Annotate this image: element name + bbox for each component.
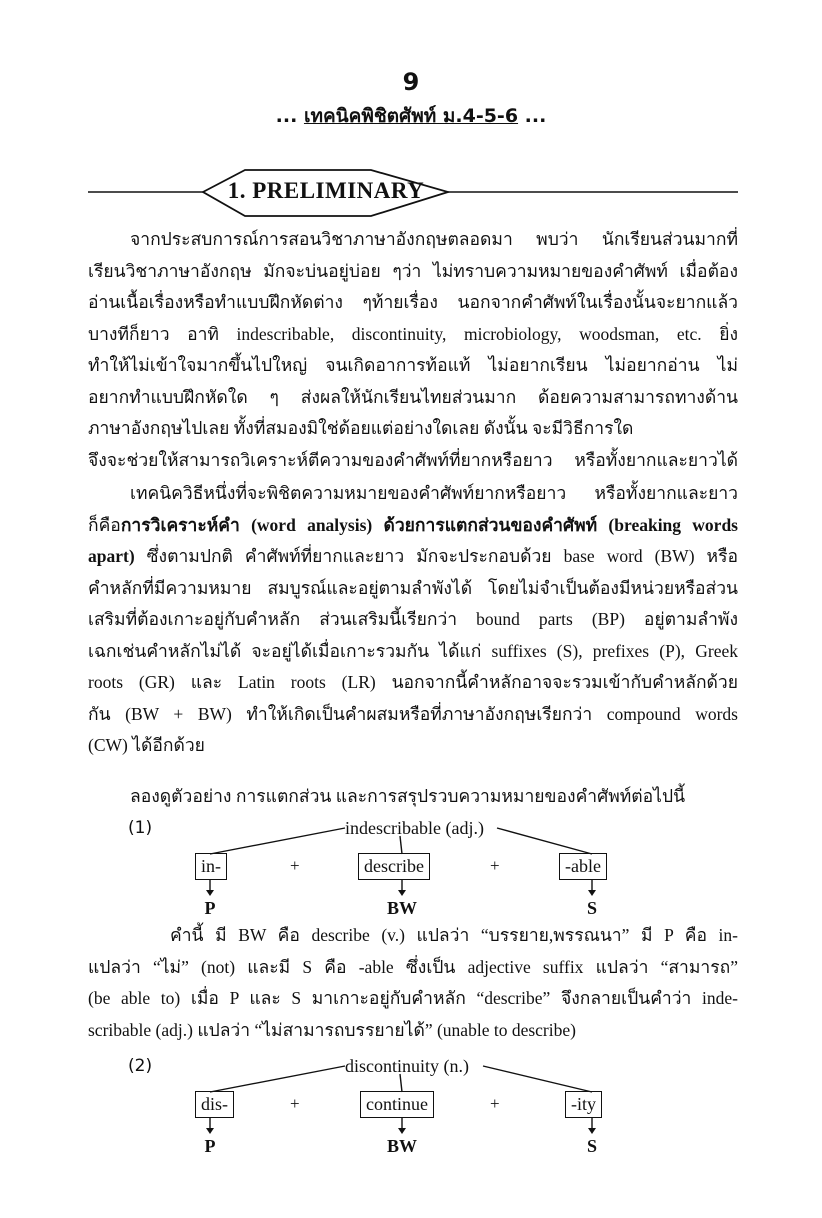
text-line: อ่านเนื้อเรื่องหรือทำแบบฝึกหัดต่าง ๆท้ายเรื่อง นอกจากคำศัพท์ในเรื่องนั้นจะยากแล้ว	[88, 292, 738, 312]
section-title: 1. PRELIMINARY	[227, 178, 425, 203]
base-word-tag: BW	[386, 1136, 417, 1156]
text-line: ภาษาอังกฤษไปเลย ทั้งที่สมองมิใช่ด้อยแต่อย่างใดเลย ดังนั้น จะมีวิธีการใด	[88, 418, 634, 438]
text-line: ลองดูตัวอย่าง การแตกส่วน และการสรุปรวบความหมายของคำศัพท์ต่อไปนี้	[130, 786, 686, 806]
text-line: จากประสบการณ์การสอนวิชาภาษาอังกฤษตลอดมา พบว่า นักเรียนส่วนมากที่	[130, 229, 738, 249]
prefix-tag: P	[204, 898, 216, 918]
word-analysis-diagram-2	[100, 1056, 720, 1166]
explanation-1	[88, 920, 738, 1046]
example-number: (2)	[128, 1056, 153, 1076]
plus-sign: +	[490, 1094, 500, 1113]
text-line: กัน (BW + BW) ทำให้เกิดเป็นคำผสมหรือที่ภาษาอังกฤษเรียกว่า compound words	[88, 703, 738, 724]
text-line: roots (GR) และ Latin roots (LR) นอกจากนี้คำหลักอาจจะรวมเข้ากับคำหลักด้วย	[88, 672, 738, 692]
text-line: จึงจะช่วยให้สามารถวิเคราะห์ตีความของคำศัพท์ที่ยากหรือยาว หรือทั้งยากและยาวได้	[88, 449, 738, 470]
prefix-box: dis-	[195, 1091, 234, 1118]
examples-intro	[88, 781, 738, 813]
paragraph-intro	[88, 224, 738, 476]
running-head-prefix: ...	[275, 105, 304, 127]
suffix-tag: S	[586, 1136, 597, 1156]
root-word: discontinuity (n.)	[345, 1056, 469, 1076]
suffix-tag: S	[586, 898, 597, 918]
plus-sign: +	[290, 856, 300, 875]
text-line: คำหลักที่มีความหมาย สมบูรณ์และอยู่ตามลำพังได้ โดยไม่จำเป็นต้องมีหน่วยหรือส่วน	[88, 577, 738, 598]
running-head	[0, 101, 822, 131]
word-analysis-diagram-1	[100, 818, 720, 928]
base-word-box: continue	[360, 1091, 434, 1118]
text-line: เฉกเช่นคำหลักไม่ได้ จะอยู่ได้เมื่อเกาะรวมกัน ได้แก่ suffixes (S), prefixes (P), Greek	[88, 640, 738, 661]
suffix-box: -ity	[565, 1091, 602, 1118]
text-line: คำนี้ มี BW คือ describe (v.) แปลว่า “บรรยาย,พรรณนา” มี P คือ in-	[170, 925, 738, 945]
text-bold: apart)	[88, 546, 135, 566]
base-word-tag: BW	[386, 898, 417, 918]
plus-sign: +	[290, 1094, 300, 1113]
text-line	[88, 541, 738, 573]
section-banner	[88, 166, 738, 224]
root-word: indescribable (adj.)	[345, 818, 484, 838]
text-line: อยากทำแบบฝึกหัดใด ๆ ส่งผลให้นักเรียนไทยส่วนมาก ด้อยความสามารถทางด้าน	[88, 386, 738, 407]
paragraph-technique	[88, 478, 738, 762]
text-normal: ซึ่งตามปกติ คำศัพท์ที่ยากและยาว มักจะประกอบด้วย base word (BW) หรือ	[134, 546, 738, 566]
base-word-box: describe	[358, 853, 430, 880]
text-line: เรียนวิชาภาษาอังกฤษ มักจะบ่นอยู่บ่อย ๆว่า ไม่ทราบความหมายของคำศัพท์ เมื่อต้อง	[88, 260, 738, 281]
page-number: 9	[402, 68, 420, 96]
text-line: (CW) ได้อีกด้วย	[88, 735, 205, 755]
plus-sign: +	[490, 856, 500, 875]
text-line: แปลว่า “ไม่” (not) และมี S คือ -able ซึ่งเป็น adjective suffix แปลว่า “สามารถ”	[88, 956, 738, 977]
text-bold: การวิเคราะห์คำ (word analysis) ด้วยการแตกส่วนของคำศัพท์ (breaking words	[120, 514, 738, 535]
running-head-title: เทคนิคพิชิตศัพท์ ม.4-5-6	[303, 105, 519, 127]
suffix-box: -able	[559, 853, 607, 880]
example-number: (1)	[128, 818, 153, 838]
text-line	[88, 510, 738, 542]
text-line: (be able to) เมื่อ P และ S มาเกาะอยู่กับคำหลัก “describe” จึงกลายเป็นคำว่า inde-	[88, 988, 738, 1008]
text-line: บางทีก็ยาว อาทิ indescribable, discontinuity, microbiology, woodsman, etc. ยิ่ง	[88, 323, 738, 344]
running-head-suffix: ...	[518, 105, 547, 127]
prefix-tag: P	[204, 1136, 216, 1156]
text-normal: ก็คือ	[88, 514, 121, 535]
text-line: เสริมที่ต้องเกาะอยู่กับคำหลัก ส่วนเสริมนี้เรียกว่า bound parts (BP) อยู่ตามลำพัง	[88, 609, 738, 629]
prefix-box: in-	[195, 853, 227, 880]
text-line: scribable (adj.) แปลว่า “ไม่สามารถบรรยายได้” (unable to describe)	[88, 1019, 576, 1040]
text-line: ทำให้ไม่เข้าใจมากขึ้นไปใหญ่ จนเกิดอาการท้อแท้ ไม่อยากเรียน ไม่อยากอ่าน ไม่	[88, 355, 738, 375]
text-line: เทคนิควิธีหนึ่งที่จะพิชิตความหมายของคำศัพท์ยากหรือยาว หรือทั้งยากและยาว	[130, 483, 738, 503]
